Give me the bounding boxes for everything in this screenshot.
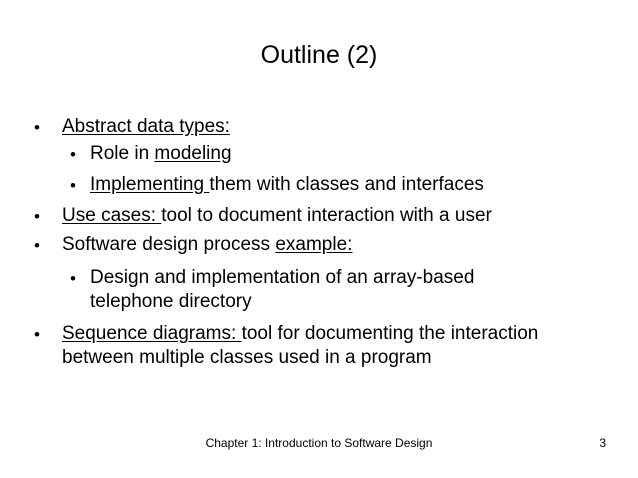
item-text: them with classes and interfaces <box>209 174 484 195</box>
bullet-item-implementing <box>90 173 484 197</box>
item-text: tool for documenting the interaction <box>241 323 539 344</box>
item-continuation: between multiple classes used in a program <box>62 347 432 368</box>
item-continuation: telephone directory <box>90 291 252 312</box>
bullet-item-continuation <box>62 346 432 370</box>
underlined-term: Use cases: <box>62 205 162 226</box>
bullet-glyph: • <box>34 118 40 137</box>
item-text: Design and implementation of an array-based <box>90 267 475 288</box>
bullet-item-design-and-implementation <box>90 266 474 290</box>
bullet-glyph: • <box>34 325 40 344</box>
bullet-glyph: • <box>70 145 76 164</box>
bullet-item-abstract-data-types <box>62 115 230 139</box>
bullet-item-sequence-diagrams <box>62 322 538 346</box>
bullet-glyph: • <box>70 176 76 195</box>
bullet-glyph: • <box>34 236 40 255</box>
item-prefix: Role in <box>90 143 155 164</box>
item-prefix: Software design process <box>62 234 276 255</box>
footer-page-number: 3 <box>599 436 606 450</box>
bullet-glyph: • <box>34 207 40 226</box>
underlined-term: Implementing <box>90 174 210 195</box>
underlined-term: example: <box>275 234 353 255</box>
bullet-item-role-in-modeling <box>90 142 232 166</box>
bullet-glyph: • <box>70 269 76 288</box>
bullet-item-software-design-process <box>62 233 352 257</box>
bullet-item-continuation <box>90 290 252 314</box>
underlined-term: Abstract data types: <box>62 116 230 137</box>
footer-chapter: Chapter 1: Introduction to Software Design <box>205 436 433 450</box>
bullet-item-use-cases <box>62 204 492 228</box>
underlined-term: modeling <box>154 143 232 164</box>
slide-title: Outline (2) <box>260 41 378 69</box>
underlined-term: Sequence diagrams: <box>62 323 242 344</box>
item-text: tool to document interaction with a user <box>161 205 492 226</box>
